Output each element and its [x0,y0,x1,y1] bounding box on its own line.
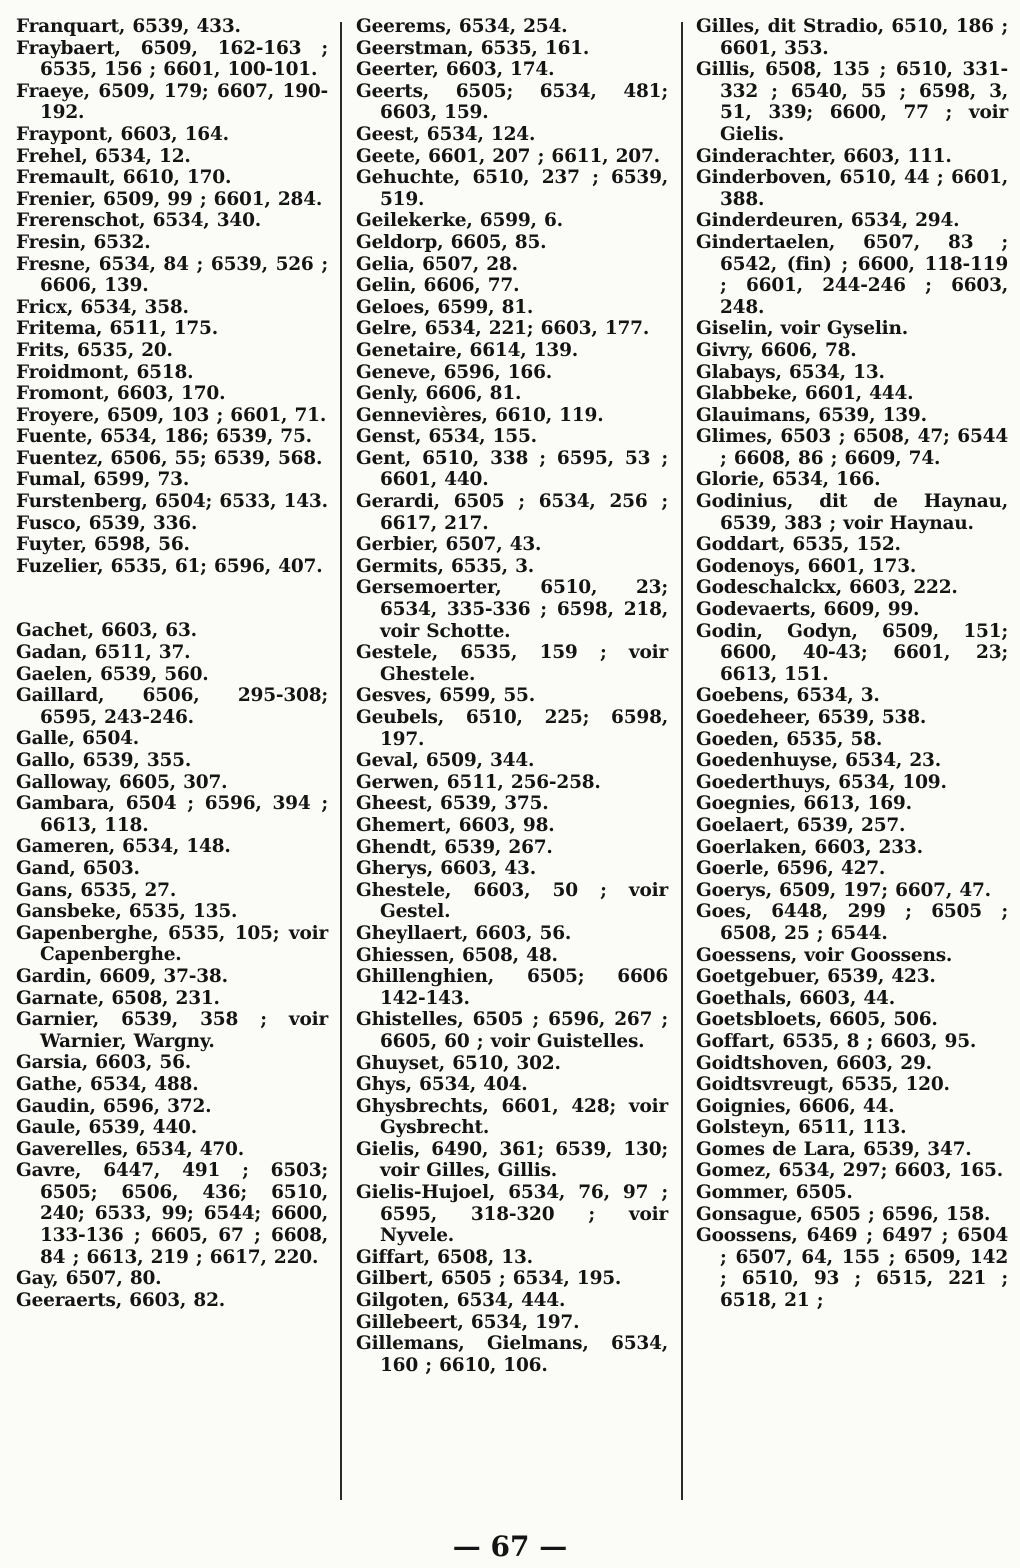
index-entry: Gelia, 6507, 28. [356,253,518,275]
index-entry: Frits, 6535, 20. [16,339,173,361]
index-entry: Froyere, 6509, 103 ; 6601, 71. [16,404,327,426]
index-column-3 [696,16,1008,1312]
index-entry: Goes, 6448, 299 ; 6505 ; 6508, 25 ; 6544. [696,901,1008,944]
index-entry: Gommer, 6505. [696,1182,853,1204]
index-entry: Gillemans, Gielmans, 6534, 160 ; 6610, 106. [356,1333,668,1376]
index-entry: Genly, 6606, 81. [356,383,522,405]
index-entry: Galle, 6504. [16,728,140,750]
index-entry: Goddart, 6535, 152. [696,534,901,556]
index-entry: Fromont, 6603, 170. [16,383,226,405]
index-entry: Gheest, 6539, 375. [356,793,549,815]
index-entry: Gapenberghe, 6535, 105; voir Capenberghe. [16,922,328,966]
index-entry: Ghendt, 6539, 267. [356,836,553,858]
index-entry: Gathe, 6534, 488. [16,1073,199,1095]
index-entry: Giffart, 6508, 13. [356,1246,533,1268]
index-entry: Ghillenghien, 6505; 6606 142-143. [356,966,668,1009]
index-entry: Froidmont, 6518. [16,361,194,383]
index-entry: Garnate, 6508, 231. [16,987,220,1009]
index-entry: Goebens, 6534, 3. [696,685,880,707]
index-entry: Gent, 6510, 338 ; 6595, 53 ; 6601, 440. [356,447,668,491]
index-entry: Godenoys, 6601, 173. [696,555,917,577]
index-entry: Fusco, 6539, 336. [16,512,198,534]
index-entry: Geloes, 6599, 81. [356,296,534,318]
index-entry: Gestele, 6535, 159 ; voir Ghestele. [356,642,668,685]
index-entry: Goerlaken, 6603, 233. [696,836,923,858]
index-entry: Goedenhuyse, 6534, 23. [696,750,941,772]
index-entry: Geerstman, 6535, 161. [356,37,590,59]
index-entry: Gilgoten, 6534, 444. [356,1290,566,1312]
index-entry: Glorie, 6534, 166. [696,469,881,491]
index-entry: Goidtshoven, 6603, 29. [696,1052,932,1074]
index-entry: Furstenberg, 6504; 6533, 143. [16,491,328,513]
index-entry: Fresin, 6532. [16,231,151,253]
index-entry: Goegnies, 6613, 169. [696,793,912,815]
index-entry: Gachet, 6603, 63. [16,620,197,642]
index-entry: Goessens, voir Goossens. [696,944,953,966]
index-entry: Gomez, 6534, 297; 6603, 165. [696,1160,1003,1182]
index-entry: Geilekerke, 6599, 6. [356,210,563,232]
index-entry: Gay, 6507, 80. [16,1268,162,1290]
index-entry: Ginderboven, 6510, 44 ; 6601, 388. [696,167,1008,210]
index-entry: Godevaerts, 6609, 99. [696,599,920,621]
index-entry: Frehel, 6534, 12. [16,145,191,167]
index-entry: Geerts, 6505; 6534, 481; 6603, 159. [356,80,668,124]
index-entry: Goedeheer, 6539, 538. [696,707,927,728]
index-entry: Fritema, 6511, 175. [16,318,218,340]
index-entry: Goeden, 6535, 58. [696,728,883,750]
index-entry: Fraybaert, 6509, 162-163 ; 6535, 156 ; 6601, 100-101. [16,37,328,81]
index-entry: Ghistelles, 6505 ; 6596, 267 ; 6605, 60 ; voir Guistelles. [356,1009,668,1052]
index-column-1 [16,16,328,1311]
index-entry: Goelaert, 6539, 257. [696,814,906,836]
index-entry: Fresne, 6534, 84 ; 6539, 526 ; 6606, 139. [16,253,328,297]
index-entry: Goerys, 6509, 197; 6607, 47. [696,879,991,901]
index-entry: Geeraerts, 6603, 82. [16,1289,225,1311]
index-entry: Gherys, 6603, 43. [356,858,536,880]
index-entry: Ghestele, 6603, 50 ; voir Gestel. [356,879,668,923]
index-entry: Ginderachter, 6603, 111. [696,145,952,167]
index-entry: Goetsbloets, 6605, 506. [696,1009,938,1031]
index-entry: Fuyter, 6598, 56. [16,534,190,556]
section-gap [16,577,328,620]
index-entry: Gennevières, 6610, 119. [356,404,604,426]
index-entry: Glabays, 6534, 13. [696,361,885,383]
index-entry: Geval, 6509, 344. [356,750,535,772]
index-entry: Gerwen, 6511, 256-258. [356,771,601,793]
index-entry: Garnier, 6539, 358 ; voir Warnier, Wargny. [16,1009,328,1052]
index-entry: Geerems, 6534, 254. [356,16,568,37]
index-entry: Gaule, 6539, 440. [16,1117,197,1139]
index-entry: Goidtsvreugt, 6535, 120. [696,1074,950,1096]
index-entry: Frenier, 6509, 99 ; 6601, 284. [16,188,323,210]
index-entry: Geldorp, 6605, 85. [356,231,547,253]
index-entry: Gesves, 6599, 55. [356,685,535,707]
index-entry: Gehuchte, 6510, 237 ; 6539, 519. [356,167,668,210]
index-entry: Geete, 6601, 207 ; 6611, 207. [356,145,660,167]
index-entry: Gilbert, 6505 ; 6534, 195. [356,1268,622,1290]
index-entry: Gilles, dit Stradio, 6510, 186 ; 6601, 353. [696,16,1008,59]
index-column-2 [356,16,668,1376]
index-entry: Gielis-Hujoel, 6534, 76, 97 ; 6595, 318-320 ; voir Nyvele. [356,1182,668,1247]
index-entry: Goerle, 6596, 427. [696,858,886,880]
index-entry: Galloway, 6605, 307. [16,771,228,793]
index-entry: Fuente, 6534, 186; 6539, 75. [16,426,312,448]
index-entry: Golsteyn, 6511, 113. [696,1117,907,1139]
index-entry: Givry, 6606, 78. [696,339,857,361]
index-entry: Gielis, 6490, 361; 6539, 130; voir Gilles, Gillis. [356,1138,668,1182]
index-entry: Gans, 6535, 27. [16,879,177,901]
index-entry: Fremault, 6610, 170. [16,167,232,189]
index-entry: Germits, 6535, 3. [356,555,535,577]
index-entry: Godinius, dit de Haynau, 6539, 383 ; voir Haynau. [696,491,1008,534]
index-entry: Gersemoerter, 6510, 23; 6534, 335-336 ; 6598, 218, voir Schotte. [356,577,668,642]
index-entry: Genst, 6534, 155. [356,426,537,448]
index-entry: Goossens, 6469 ; 6497 ; 6504 ; 6507, 64, 155 ; 6509, 142 ; 6510, 93 ; 6515, 221 ; 6518, 21 ; [696,1225,1008,1312]
index-entry: Fumal, 6599, 73. [16,469,190,491]
index-entry: Gand, 6503. [16,857,140,879]
index-entry: Fuentez, 6506, 55; 6539, 568. [16,447,323,469]
index-entry: Giselin, voir Gyselin. [696,318,908,340]
index-entry: Gillebeert, 6534, 197. [356,1311,580,1333]
index-entry: Goethals, 6603, 44. [696,987,895,1009]
index-entry: Garsia, 6603, 56. [16,1052,192,1074]
index-entry: Gheyllaert, 6603, 56. [356,922,572,944]
index-entry: Gaverelles, 6534, 470. [16,1138,244,1160]
column-divider [681,22,683,1500]
page-number: — 67 — [452,1530,568,1563]
index-entry: Gansbeke, 6535, 135. [16,901,238,923]
index-entry: Gonsague, 6505 ; 6596, 158. [696,1203,991,1225]
index-entry: Gerbier, 6507, 43. [356,534,542,556]
index-entry: Geest, 6534, 124. [356,123,536,145]
index-entry: Ghys, 6534, 404. [356,1074,528,1096]
index-entry: Gameren, 6534, 148. [16,836,231,858]
index-entry: Godeschalckx, 6603, 222. [696,577,958,599]
index-entry: Gaudin, 6596, 372. [16,1095,212,1117]
index-entry: Glauimans, 6539, 139. [696,404,927,426]
index-entry: Franquart, 6539, 433. [16,16,241,37]
index-entry: Gavre, 6447, 491 ; 6503; 6505; 6506, 436; 6510, 240; 6533, 99; 6544; 6600, 133-136 ; 6605, 67 ; 6608, 84 ; 6613, 219 ; 6617, 220. [16,1160,328,1268]
index-entry: Gerardi, 6505 ; 6534, 256 ; 6617, 217. [356,491,668,534]
index-entry: Gambara, 6504 ; 6596, 394 ; 6613, 118. [16,793,328,836]
index-entry: Ghuyset, 6510, 302. [356,1052,561,1074]
index-entry: Fricx, 6534, 358. [16,296,189,318]
index-entry: Ghiessen, 6508, 48. [356,944,558,966]
index-entry: Fraeye, 6509, 179; 6607, 190-192. [16,80,328,124]
index-entry: Glabbeke, 6601, 444. [696,383,914,405]
index-entry: Gardin, 6609, 37-38. [16,965,228,987]
index-entry: Gillis, 6508, 135 ; 6510, 331-332 ; 6540, 55 ; 6598, 3, 51, 339; 6600, 77 ; voir Gielis. [696,59,1008,145]
index-entry: Glimes, 6503 ; 6508, 47; 6544 ; 6608, 86 ; 6609, 74. [696,426,1008,469]
index-entry: Gelre, 6534, 221; 6603, 177. [356,318,650,340]
index-entry: Goederthuys, 6534, 109. [696,771,947,793]
index-entry: Fuzelier, 6535, 61; 6596, 407. [16,555,323,577]
index-entry: Godin, Godyn, 6509, 151; 6600, 40-43; 6601, 23; 6613, 151. [696,620,1008,685]
index-entry: Goffart, 6535, 8 ; 6603, 95. [696,1030,977,1052]
index-entry: Geubels, 6510, 225; 6598, 197. [356,707,668,750]
index-entry: Ginderdeuren, 6534, 294. [696,210,960,232]
index-entry: Gallo, 6539, 355. [16,750,192,771]
index-entry: Geneve, 6596, 166. [356,361,553,383]
index-entry: Fraypont, 6603, 164. [16,123,229,145]
index-entry: Gaillard, 6506, 295-308; 6595, 243-246. [16,685,328,728]
column-divider [340,22,342,1500]
index-entry: Gaelen, 6539, 560. [16,663,209,685]
index-entry: Goetgebuer, 6539, 423. [696,966,936,988]
index-entry: Frerenschot, 6534, 340. [16,210,262,232]
index-entry: Gelin, 6606, 77. [356,275,520,297]
index-entry: Geerter, 6603, 174. [356,59,555,81]
index-entry: Genetaire, 6614, 139. [356,339,578,361]
index-entry: Ghysbrechts, 6601, 428; voir Gysbrecht. [356,1095,668,1139]
index-entry: Goignies, 6606, 44. [696,1095,895,1117]
index-entry: Ghemert, 6603, 98. [356,814,555,836]
index-entry: Gomes de Lara, 6539, 347. [696,1138,972,1160]
index-entry: Gadan, 6511, 37. [16,642,191,664]
index-entry: Gindertaelen, 6507, 83 ; 6542, (fin) ; 6600, 118-119 ; 6601, 244-246 ; 6603, 248. [696,231,1008,318]
